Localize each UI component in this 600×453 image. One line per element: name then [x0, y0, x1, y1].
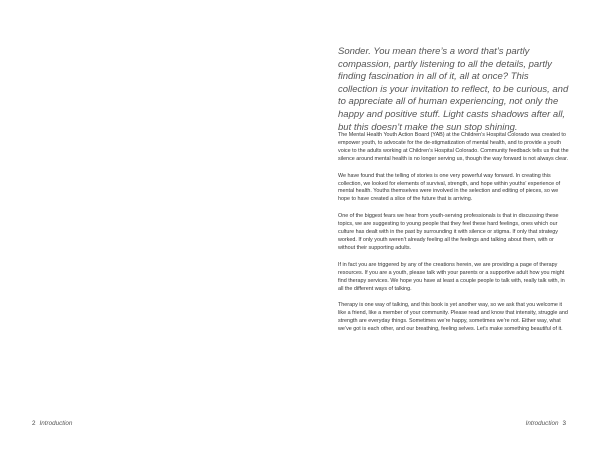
- body-text: [338, 132, 570, 343]
- right-page: [300, 0, 600, 453]
- page-number: 3: [562, 420, 566, 427]
- intro-quote: Sonder. You mean there’s a word that’s partly compassion, partly listening to all the details, partly finding fascination in all of it, all at once? This collection is your invitation to reflect, to be curious, and to appreciate all of human experiencing, not only the happy and positive stuff. Light casts shadows after all, but this doesn’t make the sun stop shining.: [338, 46, 569, 133]
- paragraph: One of the biggest fears we hear from youth-serving professionals is that in discussing these topics, we are suggesting to young people that they feel these hard feelings, ones which our culture has dealt with in the past by surrounding it with silence or stigma. If only that strategy worked. If only youth weren’t already feeling all the feelings and talking about them, with or without their supporting adults.: [338, 213, 559, 251]
- paragraph: We have found that the telling of stories is one very powerful way forward. In creating this collection, we looked for elements of survival, strength, and hope within youths’ experience of mental health. Youths themselves were involved in the selection and editing of pieces, so we hope to have created a slice of the future that is arriving.: [338, 172, 561, 203]
- section-label: Introduction: [39, 420, 73, 427]
- section-label: Introduction: [525, 420, 559, 427]
- paragraph: Therapy is one way of talking, and this book is yet another way, so we ask that you welcome it like a friend, like a member of your community. Please read and know that intensity, struggle and strength are everyday things. Sometimes we’re happy, sometimes we’re not. Either way, what we’ve got is each other, and our breathing, feeling selves. Let’s make something beautiful of it.: [338, 302, 568, 333]
- paragraph: If in fact you are triggered by any of the creations herein, we are providing a page of therapy resources. If you are a youth, please talk with your parents or a supportive adult how you might find therapy services. We hope you have at least a couple people to talk with, really talk with, in all the different ways of talking.: [338, 261, 565, 292]
- page-number: 2: [32, 420, 36, 427]
- right-page-footer: [526, 420, 566, 427]
- left-page-footer: [32, 420, 72, 427]
- paragraph: The Mental Health Youth Action Board (YAB) at the Children’s Hospital Colorado was created to empower youth, to advocate for the de-stigmatization of mental health, and to provide a youth voice to the adults working at Children’s Hospital Colorado. Community feedback tells us that the silence around mental health is no longer serving us, though the way forward is not always clear.: [338, 132, 569, 162]
